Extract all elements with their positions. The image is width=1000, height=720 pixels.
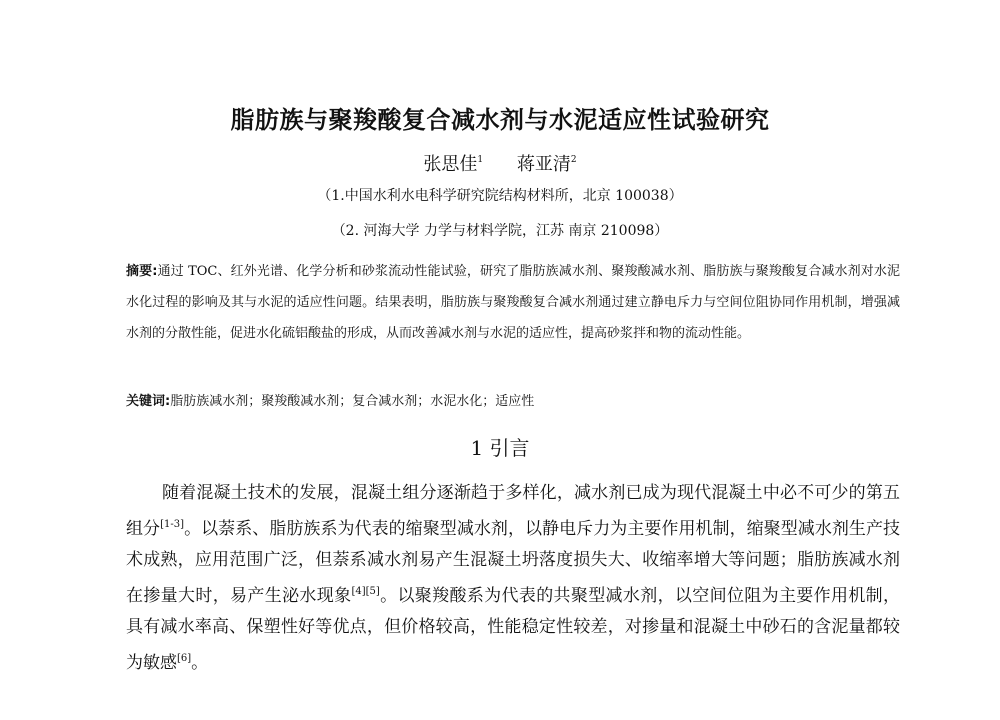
- paragraph-text-4: 。: [191, 653, 209, 673]
- author-line: [0, 150, 1000, 176]
- section-heading-introduction: 1 引言: [470, 436, 530, 460]
- author-2: [517, 154, 577, 175]
- citation-6: [6]: [177, 653, 192, 664]
- citation-4-5: [4][5]: [351, 586, 380, 597]
- author-1-name: 张思佳: [423, 154, 478, 175]
- affiliation-2: （2. 河海大学 力学与材料学院，江苏 南京 210098）: [331, 223, 669, 239]
- author-1: [423, 154, 483, 175]
- paragraph-text-2: 。以萘系、脂肪族系为代表的缩聚型减水剂，以静电斥力为主要作用机制，缩聚型减水剂生产技术成熟，应用范围广泛，但萘系减水剂易产生混凝土坍落度损失大、收缩率增大等问题；脂肪族减水剂在掺量大时，易产生泌水现象: [126, 519, 901, 606]
- author-2-affil-mark: 2: [570, 155, 577, 165]
- citation-1-3: [1-3]: [160, 519, 185, 530]
- author-1-affil-mark: 1: [477, 155, 484, 165]
- paper-title: 脂肪族与聚羧酸复合减水剂与水泥适应性试验研究: [230, 106, 770, 134]
- introduction-paragraph: [126, 478, 900, 679]
- abstract-text: 通过 TOC、红外光谱、化学分析和砂浆流动性能试验，研究了脂肪族减水剂、聚羧酸减水剂、脂肪族与聚羧酸复合减水剂对水泥水化过程的影响及其与水泥的适应性问题。结果表明，脂肪族与聚羧酸复合减水剂通过建立静电斥力与空间位阻协同作用机制，增强减水剂的分散性能，促进水化硫铝酸盐的形成，从而改善减水剂与水泥的适应性，提高砂浆拌和物的流动性能。: [126, 264, 900, 341]
- affiliation-1: （1.中国水利水电科学研究院结构材料所，北京 100038）: [317, 188, 683, 204]
- paragraph-text-1: 随着混凝土技术的发展，混凝土组分逐渐趋于多样化，减水剂已成为现代混凝土中必不可少的第五组分: [126, 483, 900, 539]
- keywords-text: 脂肪族减水剂；聚羧酸减水剂；复合减水剂；水泥水化；适应性: [170, 394, 535, 409]
- author-2-name: 蒋亚清: [516, 154, 571, 175]
- paragraph-text-3: 。以聚羧酸系为代表的共聚型减水剂，以空间位阻为主要作用机制，具有减水率高、保塑性好等优点，但价格较高，性能稳定性较差，对掺量和混凝土中砂石的含泥量都较为敏感: [126, 586, 901, 673]
- keywords: [126, 390, 900, 409]
- keywords-label: 关键词:: [126, 394, 171, 409]
- abstract: [126, 256, 900, 349]
- abstract-label: 摘要:: [126, 264, 158, 279]
